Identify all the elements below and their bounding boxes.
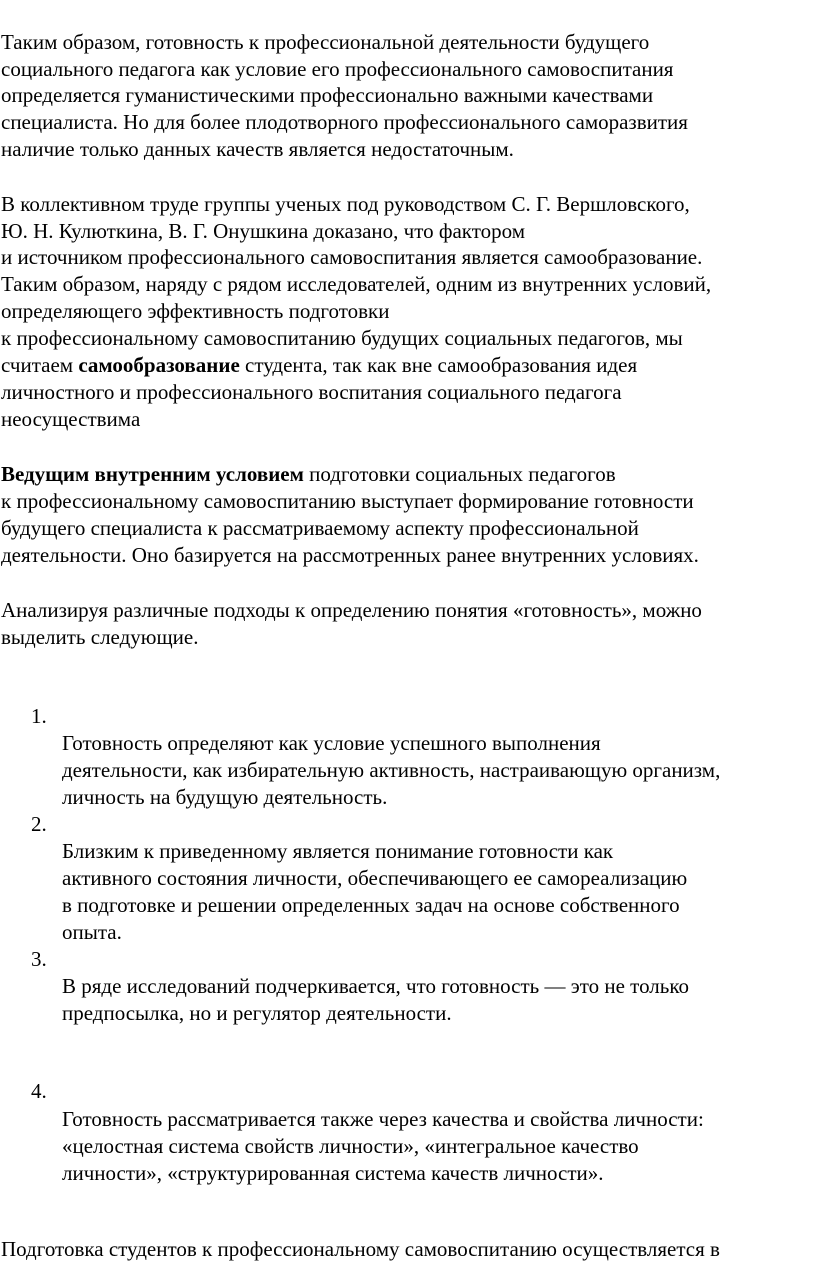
paragraph-1-line: наличие только данных качеств является недостаточным.: [1, 137, 514, 161]
paragraph-2-line: и источником профессионального самовоспитания является самообразование.: [1, 245, 703, 269]
list-item-line: Готовность определяют как условие успешного выполнения: [62, 731, 601, 755]
list-item-line: В ряде исследований подчеркивается, что готовность — это не только: [62, 974, 689, 998]
list-item-line: личность на будущую деятельность.: [62, 785, 388, 809]
list-item-line: «целостная система свойств личности», «интегральное качество: [62, 1134, 639, 1158]
list-item-line: опыта.: [62, 920, 122, 944]
list-number: 1.: [31, 704, 47, 728]
paragraph-2-line: В коллективном труде группы ученых под руководством С. Г. Вершловского,: [1, 192, 690, 216]
bold-term-self-education: самообразование: [78, 353, 240, 377]
paragraph-4-line: Анализируя различные подходы к определению понятия «готовность», можно: [1, 598, 702, 622]
paragraph-1-line: Таким образом, готовность к профессиональной деятельности будущего: [1, 30, 650, 54]
paragraph-3-line: к профессиональному самовоспитанию выступает формирование готовности: [1, 489, 694, 513]
bold-term-leading-condition: Ведущим внутренним условием: [1, 462, 304, 486]
list-item-line: в подготовке и решении определенных задач на основе собственного: [62, 893, 680, 917]
list-item-line: Близким к приведенному является понимание готовности как: [62, 839, 614, 863]
paragraph-4-line: выделить следующие.: [1, 625, 199, 649]
paragraph-3-line: Ведущим внутренним условием подготовки социальных педагогов: [1, 462, 616, 486]
paragraph-2-line: неосуществима: [1, 407, 141, 431]
paragraph-2-line: определяющего эффективность подготовки: [1, 299, 390, 323]
list-item-line: активного состояния личности, обеспечивающего ее самореализацию: [62, 866, 688, 890]
paragraph-2-line: личностного и профессионального воспитания социального педагога: [1, 380, 622, 404]
paragraph-3-line: будущего специалиста к рассматриваемому аспекту профессиональной: [1, 516, 639, 540]
list-number: 2.: [31, 812, 47, 836]
paragraph-2-line: считаем самообразование студента, так как вне самообразования идея: [1, 353, 638, 377]
paragraph-3-line: деятельности. Оно базируется на рассмотренных ранее внутренних условиях.: [1, 543, 699, 567]
list-item-line: предпосылка, но и регулятор деятельности.: [62, 1001, 452, 1025]
paragraph-1-line: социального педагога как условие его профессионального самовоспитания: [1, 57, 674, 81]
paragraph-2-line: к профессиональному самовоспитанию будущих социальных педагогов, мы: [1, 326, 683, 350]
paragraph-2-line: Таким образом, наряду с рядом исследователей, одним из внутренних условий,: [1, 272, 712, 296]
paragraph-1-line: определяется гуманистическими профессионально важными качествами: [1, 83, 654, 107]
list-item-line: деятельности, как избирательную активность, настраивающую организм,: [62, 758, 721, 782]
paragraph-5-line: Подготовка студентов к профессиональному самовоспитанию осуществляется в: [1, 1237, 720, 1261]
paragraph-2-line: Ю. Н. Кулюткина, В. Г. Онушкина доказано, что фактором: [1, 219, 526, 243]
list-number: 3.: [31, 947, 47, 971]
list-item-line: личности», «структурированная система качеств личности».: [62, 1161, 604, 1185]
list-number: 4.: [31, 1079, 47, 1103]
list-item-line: Готовность рассматривается также через качества и свойства личности:: [62, 1107, 704, 1131]
paragraph-1-line: специалиста. Но для более плодотворного профессионального саморазвития: [1, 110, 688, 134]
